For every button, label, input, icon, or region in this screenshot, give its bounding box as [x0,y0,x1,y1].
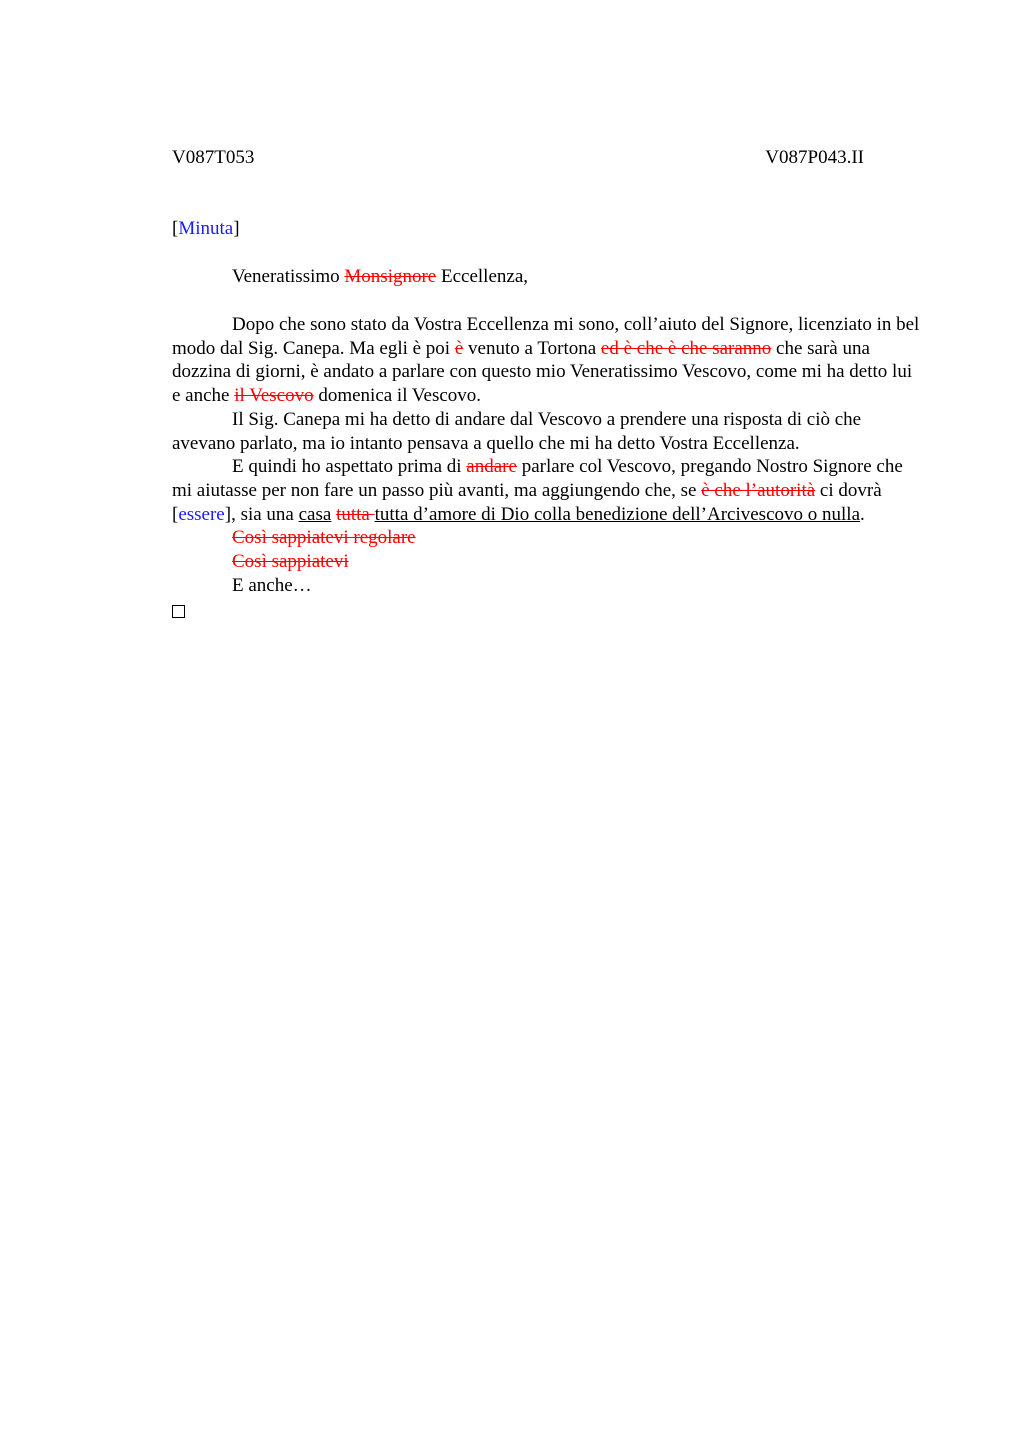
text-run: Il Sig. Canepa mi ha detto di andare dal Vescovo a prendere una risposta di ciò che avevano parlato, ma io intanto pensava a quello che mi ha detto Vostra Eccellenza. [172,408,862,454]
underlined-text: casa [298,503,332,525]
deleted-text: andare [466,456,517,478]
deleted-text: Così sappiatevi [232,551,349,573]
text-run: ci dovrà [ [172,479,882,525]
text-run: E anche… [232,574,312,596]
deleted-text: il Vescovo [234,385,314,407]
paragraph-3 [172,455,922,526]
bracket-open: [ [172,218,179,239]
paragraph-5 [172,550,922,574]
salutation-text: Eccellenza, [436,266,528,287]
deleted-text: è [454,337,464,359]
text-run: domenica il Vescovo. [313,385,482,407]
deleted-text: è che l’autorità [701,479,816,501]
heading-label: Minuta [178,218,234,239]
deleted-text: Monsignore [344,266,437,287]
end-square-icon [172,605,185,618]
text-run: venuto a Tortona [463,337,601,359]
paragraph-6 [172,574,922,598]
salutation [172,265,922,289]
paragraph-1 [172,313,922,408]
paragraph-4 [172,526,922,550]
salutation-text: Veneratissimo [232,266,345,287]
document-code-left: V087T053 [172,147,255,168]
document-page [172,146,922,618]
deleted-text: Così sappiatevi regolare [232,527,416,549]
editorial-insertion: essere [178,503,225,525]
text-run: . [860,503,865,525]
deleted-text: ed è che è che saranno [600,337,772,359]
text-run: Dopo che sono stato da Vostra Eccellenza mi sono, coll’aiuto del Signore, licenziato in bel modo dal Sig. Canepa. Ma egli è poi [172,314,920,359]
bracket-close: ] [233,218,240,239]
text-run: ], sia una [224,503,299,525]
text-run: parlare col Vescovo, pregando Nostro Signore che mi aiutasse per non fare un passo più avanti, ma aggiungendo che, se [172,456,903,501]
paragraph-2 [172,408,922,455]
deleted-text: tutta [336,503,375,525]
text-run: E quindi ho aspettato prima di [232,456,467,478]
text-run: che sarà una dozzina di giorni, è andato a parlare con questo mio Veneratissimo Vescovo, come mi ha detto lui e anche [172,337,913,407]
underlined-text: tutta d’amore di Dio colla benedizione dell’Arcivescovo o nulla [374,503,860,525]
document-header [172,146,864,170]
letter-body [172,313,922,597]
document-code-right: V087P043.II [765,147,864,168]
document-heading [172,217,922,241]
